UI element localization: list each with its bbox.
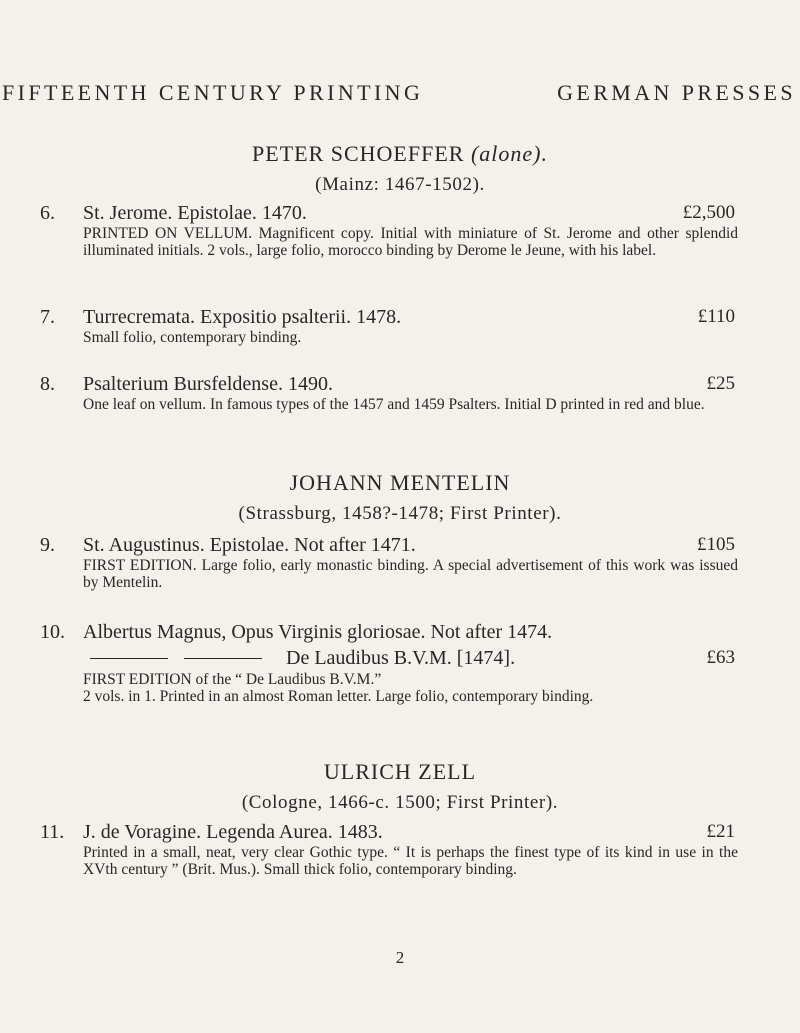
printer-note: (alone). — [470, 141, 548, 166]
entry-title: Turrecremata. Expositio psalterii. 1478. — [83, 306, 402, 328]
entry-description-text: Large folio, early monastic binding. A special advertisement of this work was issued by Mentelin. — [83, 557, 738, 591]
printer-place-dates: (Strassburg, 1458?-1478; First Printer). — [238, 503, 562, 524]
entry-title: J. de Voragine. Legenda Aurea. 1483. — [83, 821, 383, 843]
ditto-rule — [90, 658, 168, 659]
ditto-rule — [184, 658, 262, 659]
entry-description-text: Printed in a small, neat, very clear Gothic type. “ It is perhaps the finest type of its kind in use in the XVth century ” (Brit. Mus.). Small thick folio, contemporary binding. — [83, 844, 738, 878]
entry-price: £2,500 — [682, 202, 735, 223]
entry-number: 6. — [40, 202, 55, 224]
entry-description-text: 2 vols. in 1. Printed in an almost Roman letter. Large folio, contemporary binding. — [83, 688, 594, 705]
printer-name: PETER SCHOEFFER — [252, 141, 465, 166]
entry-description — [83, 225, 738, 259]
entry-description-lead: PRINTED ON VELLUM. — [83, 225, 253, 242]
entry-description-text: One leaf on vellum. In famous types of the 1457 and 1459 Psalters. Initial D printed in red and blue. — [83, 396, 705, 413]
running-head-left: FIFTEENTH CENTURY PRINTING — [2, 80, 424, 105]
entry-description-text: Small folio, contemporary binding. — [83, 329, 302, 346]
section-heading — [0, 141, 800, 197]
section-heading — [0, 759, 800, 815]
entry-description — [83, 671, 738, 705]
running-head-right: GERMAN PRESSES — [557, 80, 796, 105]
entry-price: £63 — [706, 647, 735, 668]
entry-price: £110 — [697, 306, 735, 327]
printer-name: ULRICH ZELL — [323, 759, 477, 784]
printer-name: JOHANN MENTELIN — [289, 470, 511, 495]
entry-description — [83, 396, 738, 413]
entry-number: 10. — [40, 621, 65, 643]
entry-description-lead: FIRST EDITION of the “ De Laudibus B.V.M.” — [83, 671, 382, 688]
page-number: 2 — [395, 948, 405, 967]
entry-title: Psalterium Bursfeldense. 1490. — [83, 373, 333, 395]
entry-price: £25 — [706, 373, 735, 394]
entry-continuation — [90, 646, 735, 670]
entry-number: 8. — [40, 373, 55, 395]
entry-title: St. Augustinus. Epistolae. Not after 1471. — [83, 534, 416, 556]
entry-description-text: Magnificent copy. Initial with miniature of St. Jerome and other splendid illuminated initials. 2 vols., large folio, morocco binding by Derome le Jeune, with his label. — [83, 225, 739, 259]
entry-description — [83, 329, 738, 346]
running-head — [0, 80, 800, 106]
section-heading — [0, 470, 800, 526]
entry-description — [83, 557, 738, 591]
entry-price: £105 — [697, 534, 735, 555]
printer-place-dates: (Mainz: 1467-1502). — [315, 174, 485, 195]
entry-description — [83, 844, 738, 878]
entry-number: 7. — [40, 306, 55, 328]
entry-continuation-title: De Laudibus B.V.M. [1474]. — [286, 646, 516, 669]
entry-number: 9. — [40, 534, 55, 556]
entry-number: 11. — [40, 821, 65, 843]
entry-description-lead: FIRST EDITION. — [83, 557, 197, 574]
entry-title: St. Jerome. Epistolae. 1470. — [83, 202, 307, 224]
entry-price: £21 — [706, 821, 735, 842]
entry-title: Albertus Magnus, Opus Virginis gloriosae. Not after 1474. — [83, 621, 553, 643]
printer-place-dates: (Cologne, 1466-c. 1500; First Printer). — [241, 792, 559, 813]
